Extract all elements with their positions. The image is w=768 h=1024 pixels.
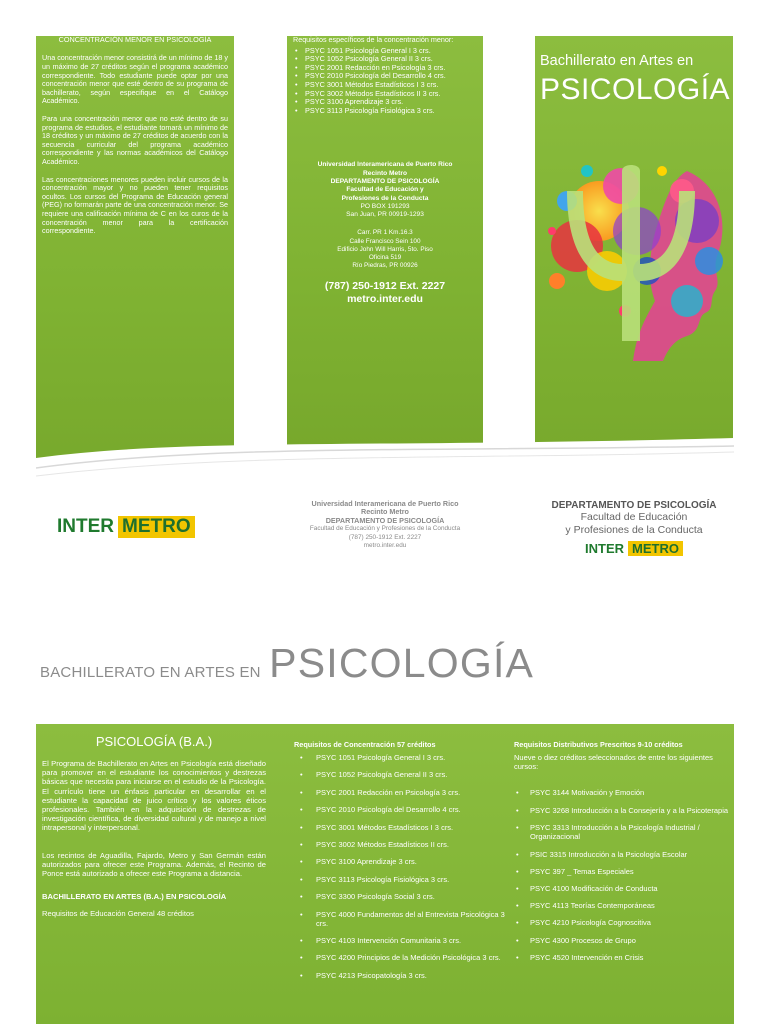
list-item: • PSYC 4000 Fundamentos del al Entrevista Psicológica 3 crs. [294, 910, 514, 928]
minor-paragraph-2: Para una concentración menor que no esté dentro de su programa de estudios, el estudiante tomará un mínimo de 18 créditos y un máximo de 27 créditos de acuerdo con la secuencia curricular del programa académico correspondiente y las normas académicos del Catálogo Académico. [42, 113, 228, 166]
list-item: • PSYC 1052 Psicología General II 3 crs. [293, 55, 477, 64]
contact-phone: (787) 250-1912 Ext. 2227 [324, 280, 446, 293]
list-item: • PSYC 3300 Psicología Social 3 crs. [294, 892, 514, 901]
list-item: • PSYC 3313 Introducción a la Psicología Industrial / Organizacional [514, 823, 730, 842]
list-item: • PSYC 3144 Motivación y Emoción [514, 788, 730, 798]
contact-website: metro.inter.edu [347, 293, 423, 306]
list-item: • PSYC 3002 Métodos Estadísticos II crs. [294, 840, 514, 849]
contact-university: Universidad Interamericana de Puerto Rico [317, 161, 453, 169]
program-description-column [42, 724, 266, 918]
minor-concentration-heading: CONCENTRACIÓN MENOR EN PSICOLOGÍA [58, 35, 212, 44]
list-item: • PSIC 3315 Introducción a la Psicología Escolar [514, 850, 730, 860]
logo-inter-text: INTER [585, 541, 625, 556]
concentration-requirements-column [294, 724, 514, 988]
list-item: • PSYC 4200 Principios de la Medición Psicológica 3 crs. [294, 953, 514, 962]
logo-metro-text: METRO [118, 516, 195, 538]
contact-po-box: PO BOX 191293 [360, 202, 410, 210]
list-item: • PSYC 3001 Métodos Estadísticos I 3 crs. [293, 81, 477, 90]
minor-course-list [293, 47, 477, 116]
list-item: • PSYC 3002 Métodos Estadísticos II 3 crs. [293, 90, 477, 99]
list-item: • PSYC 3268 Introducción a la Consejería y a la Psicoterapia [514, 806, 730, 816]
program-description: El Programa de Bachillerato en Artes en Psicología está diseñado para promover en el estudiante los conocimientos y destrezas básicas que necesita para iniciarse en el estudio de la Psicología. El currículo tiene un énfasis particular en desarrollar en el estudiante la capacidad de juico crítico y los valores éticos profesionales. También en la adquisición de destrezas de investigación científica, de diversidad cultural y de manejo a nivel intrapersonal y interpersonal. [42, 759, 266, 833]
address-line-2: Calle Francisco Sein 100 [349, 237, 421, 245]
list-item: • PSYC 4210 Psicología Cognoscitiva [514, 918, 730, 928]
footer-faculty: Facultad de Educación y Profesiones de la Conducta [309, 525, 461, 533]
inter-metro-logo-right [535, 541, 733, 556]
general-education-requirements: Requisitos de Educación General 48 créditos [42, 909, 194, 919]
inter-metro-logo-left [57, 516, 195, 538]
list-item: • PSYC 4103 Intervención Comunitaria 3 crs. [294, 936, 514, 945]
wave-decoration [36, 430, 734, 490]
list-item: • PSYC 3113 Psicología Fisiológica 3 crs. [293, 107, 477, 116]
address-line-4: Oficina 519 [368, 254, 402, 262]
list-item: • PSYC 397 _ Temas Especiales [514, 867, 730, 877]
footer-website: metro.inter.edu [363, 542, 407, 550]
page-title [40, 640, 534, 687]
minor-paragraph-1: Una concentración menor consistirá de un mínimo de 18 y un máximo de 27 créditos según el programa académico correspondiente. Todo estudiante puede optar por una concentración menor que esté dentro de su programa de bachillerato, según especifique en el Catálogo Académico. [42, 53, 228, 106]
list-item: • PSYC 1051 Psicología General I 3 crs. [293, 47, 477, 56]
program-heading: PSICOLOGÍA (B.A.) [95, 734, 213, 749]
concentration-course-list [294, 753, 514, 980]
minor-concentration-panel [36, 36, 234, 480]
list-item: • PSYC 4520 Intervención en Crisis [514, 953, 730, 963]
footer-phone: (787) 250-1912 Ext. 2227 [348, 533, 422, 541]
minor-paragraph-3: Las concentraciones menores pueden incluir cursos de la concentración mayor y no pueden tener requisitos ocultos. Los cursos del Programa de Educación general (PEG) no formarán parte de una concentración menor. Se requiere una calificación mínima de C en los curos de la concentración menor para la certificación correspondiente. [42, 174, 228, 236]
list-item: • PSYC 2010 Psicología del Desarrollo 4 crs. [294, 805, 514, 814]
footer-campus: Recinto Metro [361, 507, 409, 517]
psi-paint-splash-illustration [537, 131, 731, 391]
list-item: • PSYC 4213 Psicopatología 3 crs. [294, 971, 514, 980]
distributive-course-list [514, 788, 730, 962]
logo-inter-text: INTER [57, 516, 114, 537]
footer-department: DEPARTAMENTO DE PSICOLOGÍA [325, 515, 445, 525]
cover-title: PSICOLOGÍA [540, 73, 731, 106]
contact-faculty-2: Profesiones de la Conducta [341, 194, 429, 202]
page-title-small: BACHILLERATO EN ARTES EN [40, 664, 261, 681]
concentration-heading: Requisitos de Concentración 57 créditos [294, 740, 436, 749]
page-title-big: PSICOLOGÍA [269, 640, 535, 686]
campus-authorization: Los recintos de Aguadilla, Fajardo, Metro y San Germán están autorizados para ofrecer este Programa. Además, el Recinto de Ponce está autorizado a ofrecer este Programa a distancia. [42, 850, 266, 879]
list-item: • PSYC 3113 Psicología Fisiológica 3 crs. [294, 875, 514, 884]
footer-middle [270, 500, 500, 550]
cover-subtitle: Bachillerato en Artes en [540, 53, 694, 69]
list-item: • PSYC 2001 Redacción en Psicología 3 crs. [293, 64, 477, 73]
list-item: • PSYC 4100 Modificación de Conducta [514, 884, 730, 894]
contact-faculty-1: Facultad de Educación y [346, 186, 424, 194]
address-block [293, 229, 477, 270]
address-line-1: Carr. PR 1 Km.16.3 [357, 229, 413, 237]
list-item: • PSYC 3100 Aprendizaje 3 crs. [294, 857, 514, 866]
logo-metro-text: METRO [628, 541, 683, 556]
footer-right-faculty-1: Facultad de Educación [580, 511, 688, 523]
contact-city: San Juan, PR 00919-1293 [346, 211, 424, 219]
address-line-3: Edificio John Will Harris, 5to. Piso [337, 245, 433, 253]
contact-block [293, 161, 477, 219]
minor-requirements-panel [287, 36, 483, 450]
address-line-5: Río Piedras, PR 00926 [352, 262, 418, 270]
footer-right-department: DEPARTAMENTO DE PSICOLOGÍA [551, 500, 717, 511]
list-item: • PSYC 3001 Métodos Estadísticos I 3 crs. [294, 823, 514, 832]
list-item: • PSYC 4113 Teorías Contemporáneas [514, 901, 730, 911]
program-details-panel [36, 724, 734, 1024]
degree-subheading: BACHILLERATO EN ARTES (B.A.) EN PSICOLOGÍA [42, 892, 227, 902]
list-item: • PSYC 2001 Redacción en Psicología 3 crs. [294, 788, 514, 797]
list-item: • PSYC 1052 Psicología General II 3 crs. [294, 770, 514, 779]
distributive-intro: Nueve o diez créditos seleccionados de entre los siguientes cursos: [514, 753, 713, 772]
distributive-requirements-column [514, 724, 730, 970]
distributive-heading: Requisitos Distributivos Prescritos 9-10 créditos [514, 740, 683, 749]
list-item: • PSYC 2010 Psicología del Desarrollo 4 crs. [293, 72, 477, 81]
footer-right [535, 500, 733, 556]
cover-panel [535, 36, 733, 476]
list-item: • PSYC 4300 Procesos de Grupo [514, 936, 730, 946]
contact-campus: Recinto Metro [363, 169, 407, 177]
list-item: • PSYC 3100 Aprendizaje 3 crs. [293, 98, 477, 107]
footer-university: Universidad Interamericana de Puerto Rico [311, 499, 459, 508]
footer-right-faculty-2: y Profesiones de la Conducta [565, 524, 703, 536]
contact-department: DEPARTAMENTO DE PSICOLOGÍA [330, 177, 440, 185]
minor-requirements-intro: Requisitos específicos de la concentración menor: [293, 35, 454, 44]
list-item: • PSYC 1051 Psicología General I 3 crs. [294, 753, 514, 762]
